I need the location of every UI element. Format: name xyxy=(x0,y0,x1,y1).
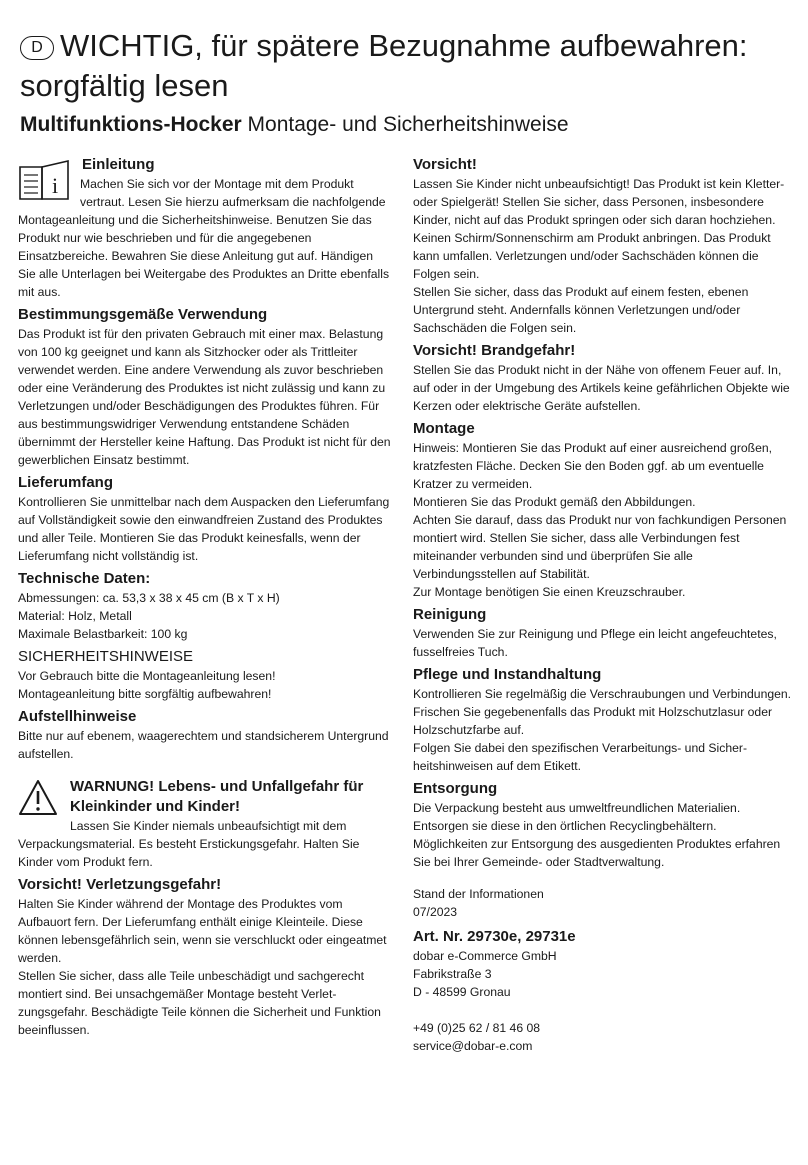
page-title-text: WICHTIG, für spätere Bezugnahme aufbewahren: sorgfältig lesen xyxy=(20,28,748,103)
section-text: Zur Montage benötigen Sie einen Kreuzschrauber. xyxy=(413,585,686,599)
company-street: Fabrikstraße 3 xyxy=(413,967,492,981)
section-lieferumfang xyxy=(18,473,393,565)
subtitle xyxy=(20,111,800,139)
section-text: Stellen Sie das Produkt nicht in der Nähe von offenem Feuer auf. In, auf oder in der Umgebung des Artikels keine gefährlichen Objekte wie Kerzen oder elektrische Geräte aufstellen. xyxy=(413,363,790,413)
section-montage xyxy=(413,419,793,601)
section-heading: Montage xyxy=(413,420,475,437)
section-verwendung xyxy=(18,305,393,469)
section-text: Halten Sie Kinder während der Montage des Produktes vom Aufbauort fern. Der Lieferumfang enthält einige Kleinteile. Diese können lebensgefährlich sein, wenn sie verschluckt oder eingeatmet werden. xyxy=(18,897,387,965)
section-heading: WARNUNG! Lebens- und Unfallgefahr für Kleinkinder und Kinder! xyxy=(70,778,364,815)
spacer xyxy=(413,1001,793,1019)
section-text: Montageanleitung bitte sorgfältig aufbewahren! xyxy=(18,687,272,701)
info-status-date: 07/2023 xyxy=(413,905,458,919)
section-heading: Pflege und Instandhaltung xyxy=(413,666,602,683)
section-text: Verwenden Sie zur Reinigung und Pflege ein leicht angefeuchtetes, fusselfreies Tuch. xyxy=(413,627,777,659)
section-aufstellhinweise xyxy=(18,707,393,763)
section-text: Kontrollieren Sie regelmäßig die Verschraubungen und Verbindungen. xyxy=(413,687,792,701)
section-text: Montieren Sie das Produkt gemäß den Abbildungen. xyxy=(413,495,696,509)
language-badge: D xyxy=(20,36,54,60)
company-email: service@dobar-e.com xyxy=(413,1039,533,1053)
article-number: Art. Nr. 29730e, 29731e xyxy=(413,928,576,945)
section-heading: Vorsicht! xyxy=(413,156,477,173)
company-name: dobar e-Commerce GmbH xyxy=(413,949,557,963)
section-text: Hinweis: Montieren Sie das Produkt auf einer ausreichend großen, kratzfesten Fläche. Decken Sie den Boden ggf. ab um eventuelle Kratzer zu vermeiden. xyxy=(413,441,773,491)
section-warnung xyxy=(18,777,393,871)
section-text: Kontrollieren Sie unmittelbar nach dem Auspacken den Lieferumfang auf Vollständigkeit sowie den einwandfreien Zustand des Produktes und aller Teile. Montieren Sie das Produkt keinesfalls, wenn der Lieferumfang nicht vollständig ist. xyxy=(18,495,390,563)
section-text: Vor Gebrauch bitte die Montageanleitung lesen! xyxy=(18,669,276,683)
section-verletzungsgefahr xyxy=(18,875,393,1039)
section-entsorgung xyxy=(413,779,793,871)
section-text: Das Produkt ist für den privaten Gebrauch mit einer max. Belastung von 100 kg geeignet und kann als Sitzhocker oder als Trittleiter verwendet werden. Eine andere Verwendung als zuvor beschrieben oder eine Veränderung des Produktes ist nicht zulässig und kann zu Verletzungen und/oder Beschädigungen des Produktes führen. Für aus bestimmungswidriger Verwendung entstandene Schäden übernimmt der Hersteller keine Haftung. Das Produkt ist nicht für den gewerblichen Einsatz bestimmt. xyxy=(18,327,391,467)
section-reinigung xyxy=(413,605,793,661)
info-status xyxy=(413,885,793,921)
section-heading: Technische Daten: xyxy=(18,570,151,587)
subtitle-rest: Montage- und Sicherheitshinweise xyxy=(247,113,569,136)
section-heading: Reinigung xyxy=(413,606,487,623)
section-text: Lassen Sie Kinder nicht unbeaufsichtigt! Das Produkt ist kein Kletter- oder Spielgerät! Stellen Sie sicher, dass Personen, insbesondere Kinder, nicht auf das Produkt springen oder sich daran hochziehen. Keinen Schirm/Sonnenschirm am Produkt anbringen. Das Produkt kann umfallen. Verletzungen und/oder Sachschäden können die Folgen sein. xyxy=(413,177,785,281)
company-phone: +49 (0)25 62 / 81 46 08 xyxy=(413,1021,541,1035)
section-text: Stellen Sie sicher, dass alle Teile unbeschädigt und sachgerecht montiert sind. Bei unsachgemäßer Montage besteht Verletzungsgefahr. Beschädigte Teile können die Sicherheit und Funktion beeinflussen. xyxy=(18,969,381,1037)
svg-text:i: i xyxy=(51,173,59,198)
page-title xyxy=(20,26,800,106)
section-text: Achten Sie darauf, dass das Produkt nur von fachkundigen Personen montiert wird. Stellen Sie sicher, dass alle Verbindungen fest miteinander verbunden sind und überprüfen Sie alle Verbindungsstellen auf Stabilität. xyxy=(413,513,787,581)
section-brandgefahr xyxy=(413,341,793,415)
section-heading: Vorsicht! Brandgefahr! xyxy=(413,342,576,359)
company-city: D - 48599 Gronau xyxy=(413,985,511,999)
info-status-label: Stand der Informationen xyxy=(413,887,544,901)
section-text: Folgen Sie dabei den spezifischen Verarbeitungs- und Sicherheitshinweisen auf dem Etikett. xyxy=(413,741,748,773)
section-sicherheitshinweise xyxy=(18,647,393,703)
section-heading: SICHERHEITSHINWEISE xyxy=(18,648,194,665)
section-text: Lassen Sie Kinder niemals unbeaufsichtigt mit dem Verpackungsmaterial. Es besteht Erstickungsgefahr. Halten Sie Kinder vom Produkt fern. xyxy=(18,819,360,869)
company-block xyxy=(413,927,793,1055)
section-heading: Lieferumfang xyxy=(18,474,114,491)
section-text: Frischen Sie gegebenenfalls das Produkt mit Holzschutzlasur oder Holzschutzfarbe auf. xyxy=(413,705,773,737)
warning-triangle-icon xyxy=(18,779,58,817)
spec-material: Material: Holz, Metall xyxy=(18,609,132,623)
section-text: Stellen Sie sicher, dass das Produkt auf einem festen, ebenen Untergrund steht. Andernfalls können Verletzungen und/oder Sachschäden die Folgen sein. xyxy=(413,285,749,335)
manual-info-icon xyxy=(18,159,70,201)
product-name: Multifunktions-Hocker xyxy=(20,113,242,136)
section-text: Bitte nur auf ebenem, waagerechtem und standsicherem Untergrund aufstellen. xyxy=(18,729,389,761)
section-heading: Entsorgung xyxy=(413,780,498,797)
spec-max-load: Maximale Belastbarkeit: 100 kg xyxy=(18,627,188,641)
section-einleitung xyxy=(18,155,393,301)
left-column xyxy=(18,155,393,1043)
right-column xyxy=(413,155,793,1055)
spec-dimensions: Abmessungen: ca. 53,3 x 38 x 45 cm (B x T x H) xyxy=(18,591,280,605)
section-heading: Bestimmungsgemäße Verwendung xyxy=(18,306,268,323)
section-heading: Einleitung xyxy=(82,156,155,173)
section-heading: Aufstellhinweise xyxy=(18,708,137,725)
section-text: Die Verpackung besteht aus umweltfreundlichen Materialien. Entsorgen sie diese in den örtlichen Recyclingbehältern. Möglichkeiten zur Entsorgung des ausgedienten Produktes erfahren Sie bei Ihrer Gemeinde- oder Stadtverwaltung. xyxy=(413,801,781,869)
section-technische-daten xyxy=(18,569,393,643)
section-text: Machen Sie sich vor der Montage mit dem Produkt vertraut. Lesen Sie hierzu aufmerksam die nachfolgende Montageanleitung und die Sicherheitshinweise. Benutzen Sie das Produkt nur wie beschrieben und für die angegebenen Einsatzbereiche. Bewahren Sie diese Anleitung gut auf. Händigen Sie alle Unterlagen bei Weitergabe des Produktes an Dritte ebenfalls mit aus. xyxy=(18,177,390,299)
section-heading: Vorsicht! Verletzungsgefahr! xyxy=(18,876,222,893)
section-vorsicht xyxy=(413,155,793,337)
section-pflege xyxy=(413,665,793,775)
